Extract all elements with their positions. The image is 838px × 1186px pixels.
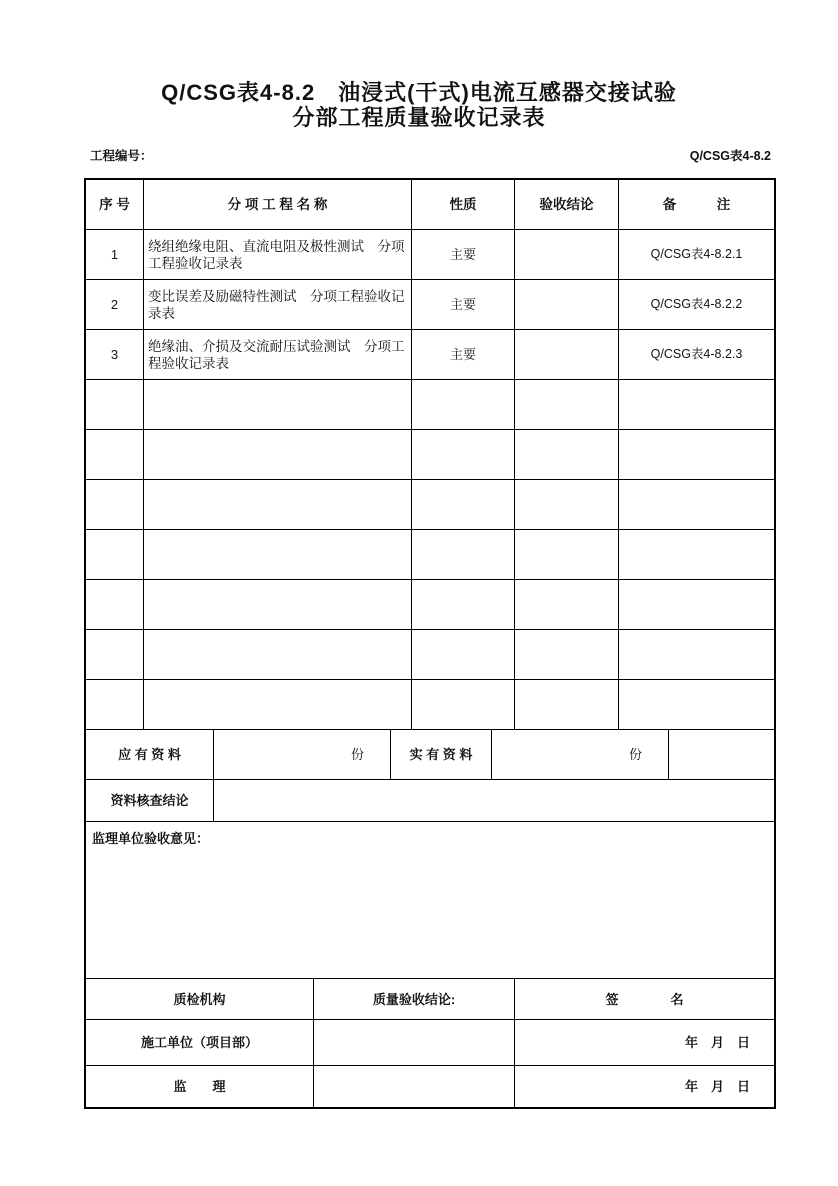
signoff-row-supervisor xyxy=(86,1066,774,1107)
conclusion-cell xyxy=(515,230,619,279)
header-serial-no: 序 号 xyxy=(86,180,144,229)
serial-no-cell: 2 xyxy=(86,280,144,329)
empty-cell xyxy=(515,630,619,679)
empty-cell xyxy=(412,630,515,679)
empty-cell xyxy=(144,430,412,479)
form-code: Q/CSG表4-8.2 xyxy=(689,149,771,163)
actual-have-docs-label: 实 有 资 料 xyxy=(391,730,492,779)
signature-label: 签 名 xyxy=(605,991,684,1007)
construction-unit-label: 施工单位（项目部） xyxy=(86,1020,314,1065)
empty-table-row xyxy=(86,630,774,680)
supervisor-opinion-row xyxy=(86,822,774,979)
empty-cell xyxy=(144,630,412,679)
title-line-2: 分部工程质量验收记录表 xyxy=(292,105,546,130)
supervisor-conclusion xyxy=(314,1066,515,1107)
construction-unit-date: 年 月 日 xyxy=(684,1035,750,1050)
table-row xyxy=(86,330,774,380)
signoff-header-row xyxy=(86,979,774,1020)
empty-cell xyxy=(619,480,774,529)
nature-cell: 主要 xyxy=(412,330,515,379)
header-nature: 性质 xyxy=(412,180,515,229)
title-line-1: Q/CSG表4-8.2 油浸式(干式)电流互感器交接试验 xyxy=(161,80,677,105)
empty-cell xyxy=(412,680,515,729)
empty-cell xyxy=(515,530,619,579)
remark-cell: Q/CSG表4-8.2.2 xyxy=(650,297,743,311)
empty-cell xyxy=(412,430,515,479)
page-title xyxy=(0,80,838,130)
supervisor-date: 年 月 日 xyxy=(684,1079,750,1094)
supervisor-label: 监 理 xyxy=(86,1066,314,1107)
should-have-docs-unit: 份 xyxy=(214,730,391,779)
empty-cell xyxy=(86,480,144,529)
empty-cell xyxy=(515,480,619,529)
conclusion-cell xyxy=(515,330,619,379)
empty-cell xyxy=(86,580,144,629)
empty-table-row xyxy=(86,430,774,480)
inspection-agency-label: 质检机构 xyxy=(86,979,314,1019)
empty-cell xyxy=(515,680,619,729)
empty-cell xyxy=(515,580,619,629)
should-have-docs-label: 应 有 资 料 xyxy=(86,730,214,779)
empty-cell xyxy=(619,680,774,729)
empty-table-row xyxy=(86,680,774,730)
empty-cell xyxy=(515,430,619,479)
empty-table-row xyxy=(86,380,774,430)
empty-cell xyxy=(144,680,412,729)
serial-no-cell: 1 xyxy=(86,230,144,279)
documents-count-row xyxy=(86,730,774,780)
supervisor-opinion-label: 监理单位验收意见： xyxy=(92,831,210,846)
empty-cell xyxy=(144,530,412,579)
quality-conclusion-label: 质量验收结论: xyxy=(314,979,515,1019)
empty-cell xyxy=(144,480,412,529)
empty-cell xyxy=(86,630,144,679)
nature-cell: 主要 xyxy=(412,280,515,329)
empty-table-row xyxy=(86,480,774,530)
acceptance-record-table xyxy=(84,178,776,1109)
subheader xyxy=(84,142,772,164)
table-row xyxy=(86,230,774,280)
construction-unit-conclusion xyxy=(314,1020,515,1065)
empty-cell xyxy=(515,380,619,429)
empty-cell xyxy=(144,580,412,629)
remark-cell: Q/CSG表4-8.2.1 xyxy=(650,247,743,261)
document-check-label: 资料核查结论 xyxy=(86,780,214,821)
header-item-name: 分 项 工 程 名 称 xyxy=(144,180,412,229)
empty-cell xyxy=(412,530,515,579)
nature-cell: 主要 xyxy=(412,230,515,279)
empty-cell xyxy=(619,380,774,429)
document-check-row xyxy=(86,780,774,822)
remark-cell: Q/CSG表4-8.2.3 xyxy=(650,347,743,361)
table-header-row xyxy=(86,180,774,230)
empty-cell xyxy=(619,530,774,579)
empty-cell xyxy=(412,480,515,529)
document-check-value xyxy=(214,780,774,821)
serial-no-cell: 3 xyxy=(86,330,144,379)
empty-cell xyxy=(619,430,774,479)
item-name-cell: 绝缘油、介损及交流耐压试验测试 分项工程验收记录表 xyxy=(144,330,412,379)
project-number-label: 工程编号： xyxy=(90,149,153,163)
empty-cell xyxy=(619,580,774,629)
header-acceptance-conclusion: 验收结论 xyxy=(515,180,619,229)
conclusion-cell xyxy=(515,280,619,329)
signoff-row-construction-unit xyxy=(86,1020,774,1066)
empty-cell xyxy=(144,380,412,429)
item-name-cell: 绕组绝缘电阻、直流电阻及极性测试 分项工程验收记录表 xyxy=(144,230,412,279)
empty-table-row xyxy=(86,530,774,580)
empty-cell xyxy=(86,680,144,729)
actual-have-docs-unit: 份 xyxy=(492,730,669,779)
empty-cell xyxy=(86,380,144,429)
empty-cell xyxy=(86,430,144,479)
item-name-cell: 变比误差及励磁特性测试 分项工程验收记录表 xyxy=(144,280,412,329)
empty-cell xyxy=(669,730,774,779)
header-remark: 备 注 xyxy=(662,197,731,212)
empty-cell xyxy=(619,630,774,679)
empty-cell xyxy=(412,380,515,429)
empty-table-row xyxy=(86,580,774,630)
table-row xyxy=(86,280,774,330)
empty-cell xyxy=(412,580,515,629)
empty-cell xyxy=(86,530,144,579)
